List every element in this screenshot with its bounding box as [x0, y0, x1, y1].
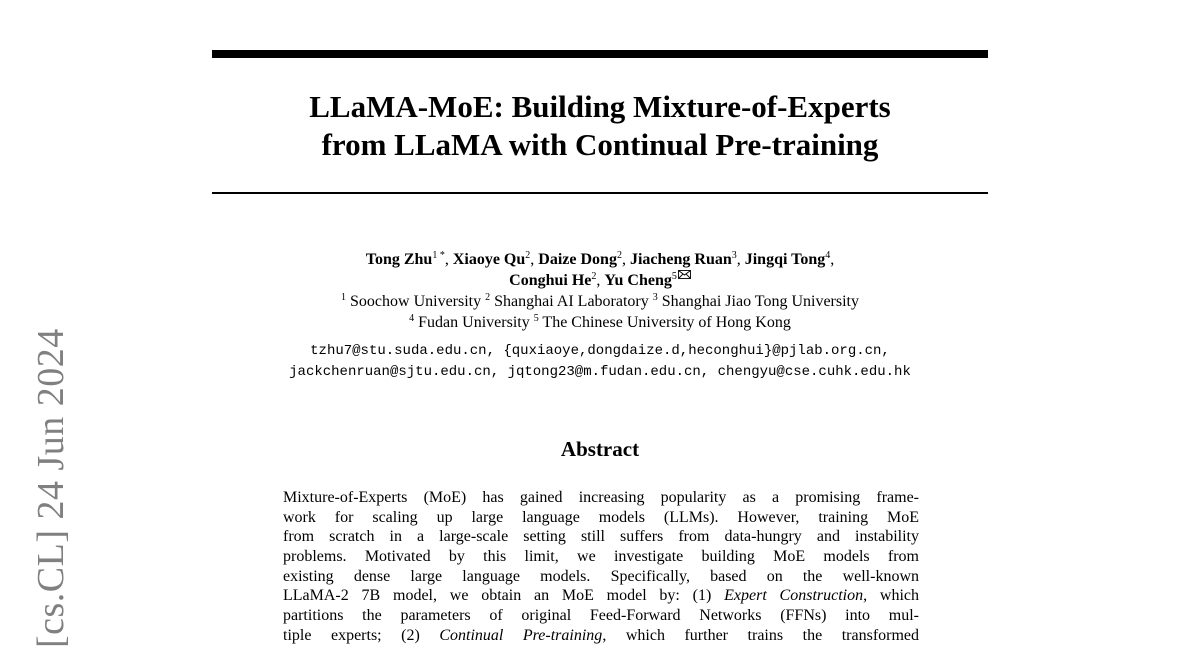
title-line-1: LLaMA-MoE: Building Mixture-of-Experts [309, 89, 891, 124]
abstract-body [283, 488, 919, 646]
affiliation-name: The Chinese University of Hong Kong [542, 314, 791, 331]
author-sup: 1 * [432, 250, 445, 261]
affiliation-sup: 3 [652, 292, 658, 303]
abstract-heading: Abstract [560, 437, 640, 461]
author-name: Daize Dong [538, 251, 617, 268]
author-sup: 2 [616, 250, 622, 261]
author-name: Xiaoye Qu [452, 251, 526, 268]
abstract-text: tiple experts; (2) [283, 626, 440, 644]
abstract-text: LLaMA-2 7B model, we obtain an MoE model by: (1) [283, 587, 725, 605]
abstract-emphasis: Continual Pre-training [439, 626, 603, 644]
affiliation-name: Shanghai AI Laboratory [494, 293, 649, 310]
email-line-2: jackchenruan@sjtu.edu.cn, jqtong23@m.fudan.edu.cn, chengyu@cse.cuhk.edu.hk [289, 364, 911, 380]
abstract-emphasis: Expert Construction [724, 587, 864, 605]
abstract-line: existing dense large language models. Specifically, based on the well-known [283, 567, 919, 585]
author-sup: 3 [731, 250, 737, 261]
author-sup: 2 [525, 250, 531, 261]
title-line-2: from LLaMA with Continual Pre-training [321, 127, 879, 162]
abstract-line: partitions the parameters of original Feed-Forward Networks (FFNs) into mul- [283, 607, 919, 625]
author-line-1: Tong Zhu$^{1 *}$, Xiaoye Qu$^2$, Daize Dong$^2$, Jiacheng Ruan$^3$, Jingqi Tong$^4$, [365, 250, 835, 268]
author-block [212, 249, 988, 333]
title-top-rule [212, 50, 988, 58]
abstract-line: Mixture-of-Experts (MoE) has gained increasing popularity as a promising frame- [283, 489, 919, 506]
affiliation-line-2 [212, 312, 988, 333]
author-sup: 4 [825, 250, 831, 261]
paper-title [212, 88, 988, 164]
author-name: Jingqi Tong [744, 251, 826, 268]
affiliation-line-1 [212, 291, 988, 312]
arxiv-stamp-text: [cs.CL] 24 Jun 2024 [30, 328, 72, 648]
envelope-icon [678, 270, 691, 279]
arxiv-stamp [28, 316, 74, 648]
abstract-line [283, 626, 919, 646]
abstract-text: , which further trains the transformed [602, 626, 920, 644]
affiliation-name: Shanghai Jiao Tong University [661, 293, 859, 310]
email-block [150, 341, 1050, 383]
author-sup: 5 [671, 271, 677, 282]
abstract-line: from scratch in a large-scale setting still suffers from data-hungry and instability [283, 528, 919, 546]
affiliation-name: Fudan University [418, 314, 530, 331]
author-sup: 2 [591, 271, 597, 282]
author-name: Jiacheng Ruan [629, 251, 732, 268]
abstract-line [283, 586, 919, 606]
author-line-2: Conghui He$^2$, Yu Cheng$^5$ [212, 270, 988, 291]
author-name: Tong Zhu [365, 251, 433, 268]
affiliation-sup: 2 [485, 292, 491, 303]
affiliation-sup: 5 [533, 313, 539, 324]
email-line-1: tzhu7@stu.suda.edu.cn, {quxiaoye,dongdaize.d,heconghui}@pjlab.org.cn, [310, 343, 890, 359]
affiliation-name: Soochow University [350, 293, 482, 310]
affiliation-sup: 1 [341, 292, 347, 303]
title-bottom-rule [212, 192, 988, 194]
affiliation-sup: 4 [409, 313, 415, 324]
abstract-text: , which [863, 587, 919, 605]
abstract-line: problems. Motivated by this limit, we investigate building MoE models from [283, 548, 919, 566]
author-name: Conghui He [509, 272, 592, 289]
author-name: Yu Cheng [604, 272, 672, 289]
abstract-line: work for scaling up large language models (LLMs). However, training MoE [283, 508, 919, 526]
